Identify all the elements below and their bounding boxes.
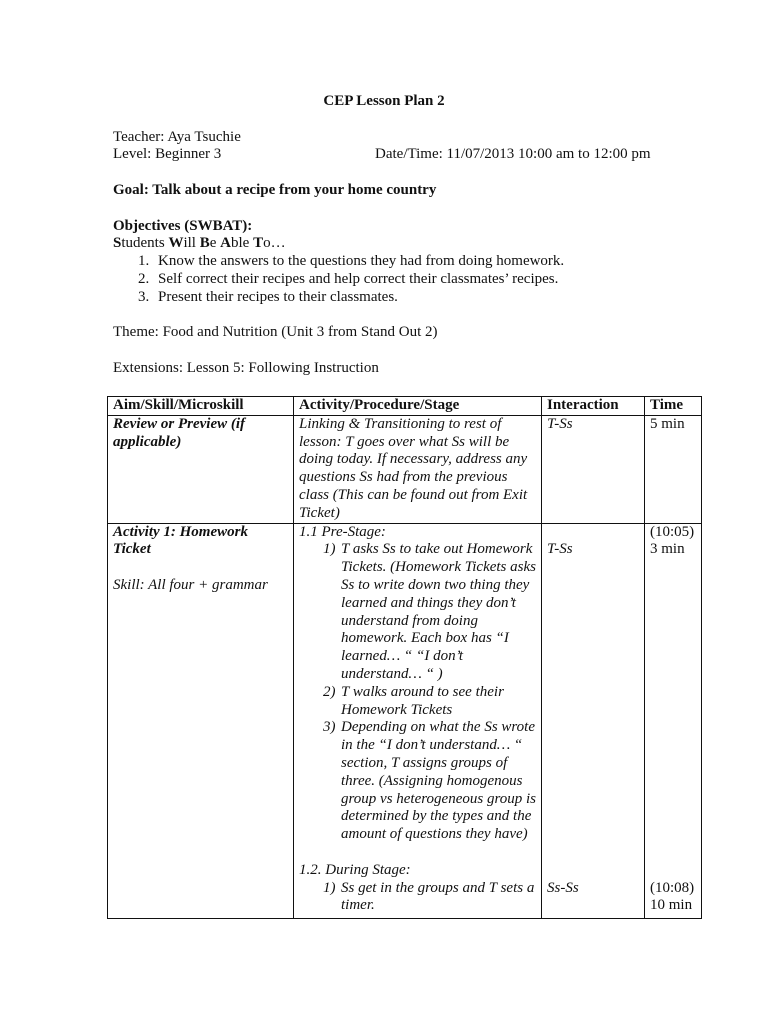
interaction-text: Ss-Ss [547,879,579,896]
table-row [108,415,702,523]
swbat-text: ble [230,235,254,252]
objective-text: Self correct their recipes and help correct their classmates’ recipes. [158,270,559,287]
teacher-line: Teacher: Aya Tsuchie [113,128,241,145]
pre-stage-step [299,684,538,720]
extensions-line: Extensions: Lesson 5: Following Instruction [113,360,379,377]
time-duration: 10 min [650,897,693,914]
swbat-text: e [209,235,221,252]
time-duration: 3 min [650,541,685,558]
step-number: 2) [323,683,336,700]
time-start: (10:08) [650,879,695,896]
goal-line: Goal: Talk about a recipe from your home country [113,182,437,198]
swbat-text: o… [263,235,286,252]
objectives-heading: Objectives (SWBAT): [113,217,253,234]
header-time: Time [645,397,702,416]
swbat-initial: W [168,235,184,252]
aim-title: Review or Preview (if applicable) [113,415,246,450]
table-row [108,523,702,919]
step-number: 3) [323,719,336,736]
objective-text: Present their recipes to their classmates. [158,288,398,305]
activity-cell [294,415,542,523]
activity-cell [294,523,542,919]
lesson-plan-table [107,396,702,919]
pre-stage-label: 1.1 Pre-Stage: [299,523,386,540]
step-text: T asks Ss to take out Homework Tickets. (Homework Tickets asks Ss to write down two thing they learned and things they don’t understand from doing homework. Each box has “I learned… “ “I don’t understand… “ ) [341,541,536,682]
pre-stage-step [299,719,538,844]
swbat-line [113,235,286,253]
step-number: 1) [323,541,336,558]
aim-skill: Skill: All four + grammar [113,576,268,593]
during-stage-label: 1.2. During Stage: [299,861,411,878]
theme-line: Theme: Food and Nutrition (Unit 3 from Stand Out 2) [113,324,438,341]
swbat-initial: S [113,235,122,252]
objective-number: 1. [138,253,150,270]
interaction-cell [542,523,645,919]
interaction-cell [542,415,645,523]
datetime-line: Date/Time: 11/07/2013 10:00 am to 12:00 pm [375,146,651,163]
time-cell [645,523,702,919]
objective-number: 2. [138,270,150,287]
objective-item [113,253,564,271]
time-duration: 5 min [650,415,685,432]
document-title: CEP Lesson Plan 2 [323,93,445,109]
interaction-text: T-Ss [547,541,573,558]
level-line: Level: Beginner 3 [113,146,222,163]
pre-stage-step [299,541,538,683]
time-cell [645,415,702,523]
aim-title: Activity 1: Homework Ticket [113,523,248,558]
table-header-row [108,397,702,416]
activity-text: Linking & Transitioning to rest of lesson: T goes over what Ss will be doing today. If necessary, address any questions Ss had from the previous class (This can be found out from Exit Ticket) [299,415,528,521]
during-stage-step [299,880,538,916]
swbat-initial: B [199,235,210,252]
objective-number: 3. [138,288,150,305]
objective-item [113,289,564,307]
aim-cell [108,523,294,919]
step-number: 1) [323,879,336,896]
swbat-text: tudents [121,235,169,252]
step-text: Depending on what the Ss wrote in the “I don’t understand… “ section, T assigns groups of three. (Assigning homogenous group vs heterogeneous group is determined by the types and the amount of questions they have) [341,719,536,843]
swbat-initial: A [220,235,231,252]
time-start: (10:05) [650,523,695,540]
aim-cell [108,415,294,523]
header-activity: Activity/Procedure/Stage [294,397,542,416]
header-aim: Aim/Skill/Microskill [108,397,294,416]
header-interaction: Interaction [542,397,645,416]
objective-text: Know the answers to the questions they had from doing homework. [158,253,565,270]
interaction-text: T-Ss [547,415,573,432]
objectives-list [113,253,564,306]
swbat-initial: T [253,235,264,252]
objective-item [113,271,564,289]
step-text: Ss get in the groups and T sets a timer. [341,879,535,914]
swbat-text: ill [183,235,200,252]
step-text: T walks around to see their Homework Tickets [341,683,504,718]
